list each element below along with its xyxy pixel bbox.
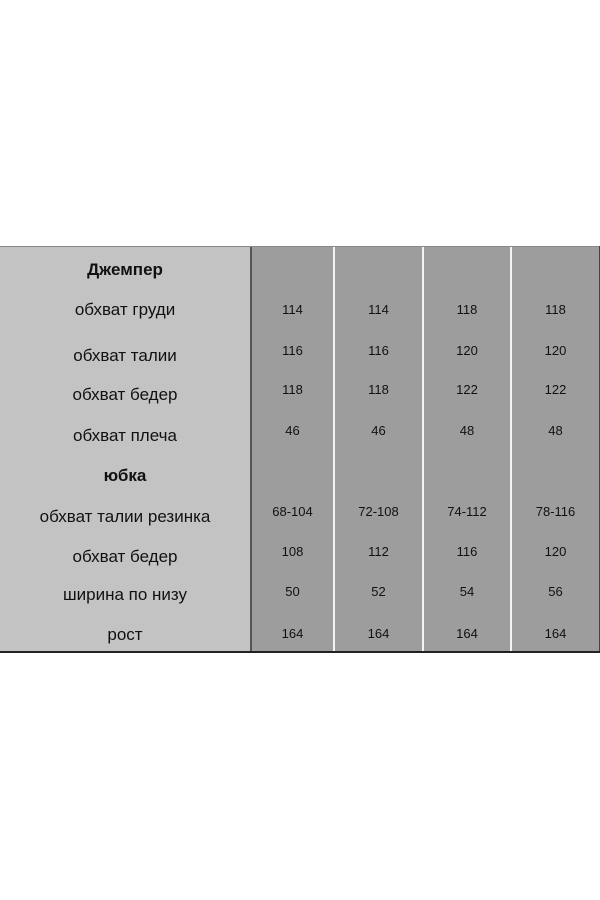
row-label: обхват груди [74,300,176,319]
table-bottom-border [0,651,600,653]
size-value: 122 [544,382,567,397]
section-title-skirt: юбка [103,466,147,485]
size-value: 116 [282,343,303,358]
row-label: ширина по низу [62,585,188,604]
size-value: 164 [281,626,304,641]
size-value: 164 [544,626,567,641]
size-value: 118 [282,382,303,397]
row-label: обхват бедер [72,547,178,566]
size-value: 68-104 [272,504,313,519]
size-value: 118 [456,302,478,317]
size-value: 112 [368,544,389,559]
row-label: обхват талии [73,346,177,365]
size-table [0,246,600,652]
size-value: 116 [368,343,389,358]
size-value: 120 [544,343,567,358]
size-value: 48 [548,423,563,438]
size-value: 48 [459,423,475,438]
size-value: 72-108 [358,504,399,519]
size-value: 120 [456,343,478,358]
row-label: обхват талии резинка [39,507,211,526]
size-value: 46 [285,423,300,438]
size-value: 46 [371,423,386,438]
size-value: 120 [544,544,567,559]
size-value: 54 [459,584,475,599]
size-value: 122 [456,382,478,397]
size-value: 52 [371,584,386,599]
size-value: 78-116 [535,504,576,519]
size-value: 116 [456,544,478,559]
row-label: обхват бедер [72,385,178,404]
size-value: 164 [367,626,390,641]
size-value: 56 [548,584,563,599]
size-value: 118 [368,382,389,397]
table-top-border [0,246,600,247]
row-label: рост [107,625,143,644]
size-value: 164 [456,626,478,641]
size-value: 108 [281,544,304,559]
section-title-jumper: Джемпер [87,260,163,279]
size-value: 74-112 [447,504,487,519]
size-value: 114 [368,302,389,317]
size-value: 114 [282,302,303,317]
row-label: обхват плеча [73,426,177,445]
size-value: 118 [545,302,566,317]
size-value: 50 [285,584,300,599]
